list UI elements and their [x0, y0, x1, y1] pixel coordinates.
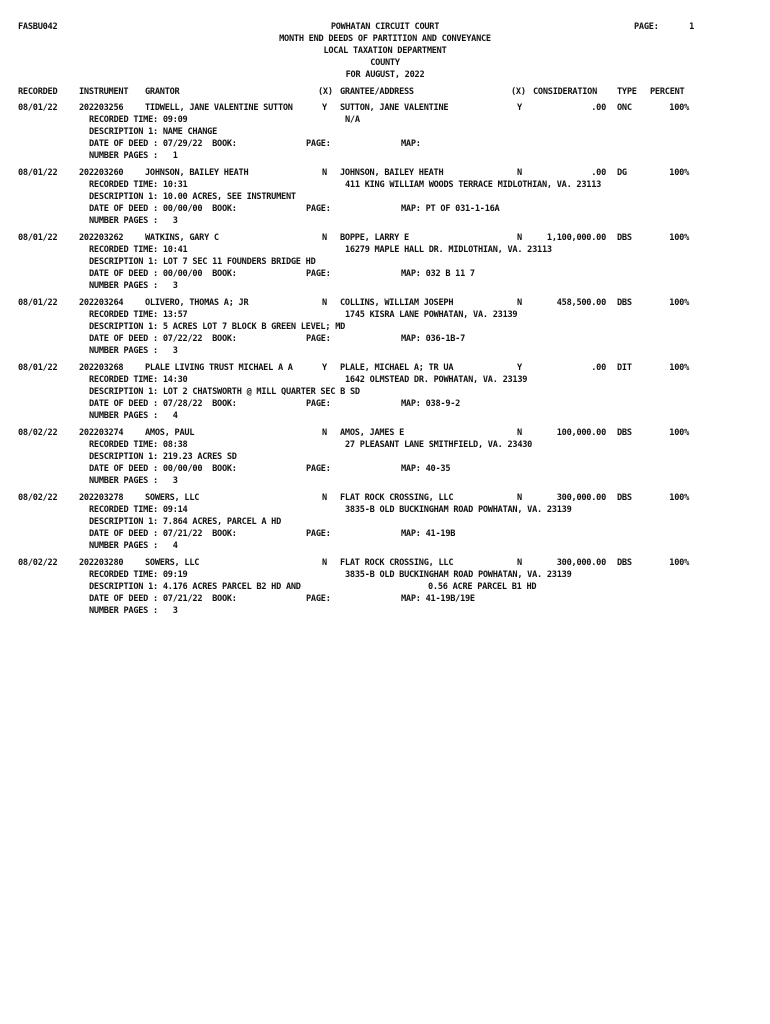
consideration-amount: .00 [591, 168, 606, 178]
recorded-date: 08/02/22 [18, 558, 58, 568]
consideration-amount: 300,000.00 [556, 493, 606, 503]
grantee-address: N/A [345, 115, 360, 125]
description-line: DESCRIPTION 1: 5 ACRES LOT 7 BLOCK B GREEN LEVEL; MD [89, 322, 346, 332]
percent-value: 100% [669, 298, 689, 308]
recorded-time: RECORDED TIME: 13:57 [89, 310, 188, 320]
grantor-name: OLIVERO, THOMAS A; JR [145, 298, 249, 308]
grantor-name: TIDWELL, JANE VALENTINE SUTTON [145, 103, 293, 113]
grantee-address: 27 PLEASANT LANE SMITHFIELD, VA. 23430 [345, 440, 533, 450]
deed-record [0, 103, 770, 163]
recorded-time: RECORDED TIME: 08:38 [89, 440, 188, 450]
map-reference: MAP: 036-1B-7 [401, 334, 466, 344]
deed-record [0, 493, 770, 553]
deed-type: DBS [617, 233, 632, 243]
percent-value: 100% [669, 233, 689, 243]
grantee-name: FLAT ROCK CROSSING, LLC [340, 493, 454, 503]
grantee-name: JOHNSON, BAILEY HEATH [340, 168, 444, 178]
grantee-flag: N [517, 233, 522, 243]
consideration-amount: 300,000.00 [556, 558, 606, 568]
grantor-flag: Y [322, 363, 327, 373]
recorded-time: RECORDED TIME: 09:19 [89, 570, 188, 580]
deed-date-book: DATE OF DEED : 07/21/22 BOOK: [89, 594, 237, 604]
consideration-amount: .00 [591, 103, 606, 113]
instrument-number: 202203256 [79, 103, 124, 113]
map-reference: MAP: 032 B 11 7 [401, 269, 475, 279]
deed-page-label: PAGE: [306, 464, 331, 474]
grantee-flag: Y [517, 103, 522, 113]
deed-type: DBS [617, 428, 632, 438]
grantee-name: AMOS, JAMES E [340, 428, 405, 438]
percent-value: 100% [669, 103, 689, 113]
deed-record [0, 363, 770, 423]
grantee-address: 3835-B OLD BUCKINGHAM ROAD POWHATAN, VA. 23139 [345, 505, 572, 515]
grantee-flag: N [517, 168, 522, 178]
map-reference: MAP: 41-19B/19E [401, 594, 475, 604]
grantee-name: PLALE, MICHAEL A; TR UA [340, 363, 454, 373]
col-grantor: GRANTOR [145, 87, 180, 97]
grantee-name: FLAT ROCK CROSSING, LLC [340, 558, 454, 568]
description-line: DESCRIPTION 1: LOT 7 SEC 11 FOUNDERS BRIDGE HD [89, 257, 316, 267]
percent-value: 100% [669, 493, 689, 503]
consideration-amount: .00 [591, 363, 606, 373]
recorded-date: 08/01/22 [18, 363, 58, 373]
deed-type: DG [617, 168, 627, 178]
deed-record [0, 233, 770, 293]
grantee-name: COLLINS, WILLIAM JOSEPH [340, 298, 454, 308]
grantee-address: 3835-B OLD BUCKINGHAM ROAD POWHATAN, VA. 23139 [345, 570, 572, 580]
description-continuation: 0.56 ACRE PARCEL B1 HD [428, 582, 537, 592]
grantee-name: SUTTON, JANE VALENTINE [340, 103, 449, 113]
grantor-flag: N [322, 298, 327, 308]
county-title: COUNTY [370, 58, 400, 68]
deed-page-label: PAGE: [306, 399, 331, 409]
col-recorded: RECORDED [18, 87, 58, 97]
grantee-flag: N [517, 298, 522, 308]
deed-page-label: PAGE: [306, 204, 331, 214]
deed-record [0, 428, 770, 488]
grantor-flag: N [322, 168, 327, 178]
description-line: DESCRIPTION 1: 4.176 ACRES PARCEL B2 HD AND [89, 582, 301, 592]
consideration-amount: 100,000.00 [556, 428, 606, 438]
recorded-date: 08/01/22 [18, 298, 58, 308]
grantee-flag: Y [517, 363, 522, 373]
description-line: DESCRIPTION 1: NAME CHANGE [89, 127, 218, 137]
grantor-name: PLALE LIVING TRUST MICHAEL A A [145, 363, 293, 373]
deed-type: DBS [617, 558, 632, 568]
recorded-time: RECORDED TIME: 10:31 [89, 180, 188, 190]
grantor-name: SOWERS, LLC [145, 558, 200, 568]
number-pages: NUMBER PAGES : 3 [89, 346, 178, 356]
grantee-flag: N [517, 558, 522, 568]
grantor-name: SOWERS, LLC [145, 493, 200, 503]
deed-type: DIT [617, 363, 632, 373]
col-x2: (X) [511, 87, 526, 97]
deed-date-book: DATE OF DEED : 07/29/22 BOOK: [89, 139, 237, 149]
deed-date-book: DATE OF DEED : 00/00/00 BOOK: [89, 464, 237, 474]
deed-date-book: DATE OF DEED : 00/00/00 BOOK: [89, 204, 237, 214]
map-reference: MAP: 40-35 [401, 464, 451, 474]
period-title: FOR AUGUST, 2022 [345, 70, 425, 80]
report-id: FASBU042 [18, 22, 58, 32]
number-pages: NUMBER PAGES : 3 [89, 606, 178, 616]
department-title: LOCAL TAXATION DEPARTMENT [323, 46, 447, 56]
recorded-time: RECORDED TIME: 14:30 [89, 375, 188, 385]
recorded-time: RECORDED TIME: 10:41 [89, 245, 188, 255]
instrument-number: 202203264 [79, 298, 124, 308]
grantor-flag: N [322, 233, 327, 243]
deed-type: DBS [617, 298, 632, 308]
deed-page-label: PAGE: [306, 269, 331, 279]
deed-type: DBS [617, 493, 632, 503]
deed-page-label: PAGE: [306, 139, 331, 149]
number-pages: NUMBER PAGES : 4 [89, 541, 178, 551]
col-instrument: INSTRUMENT [79, 87, 129, 97]
description-line: DESCRIPTION 1: 7.864 ACRES, PARCEL A HD [89, 517, 282, 527]
deed-date-book: DATE OF DEED : 07/28/22 BOOK: [89, 399, 237, 409]
description-line: DESCRIPTION 1: 219.23 ACRES SD [89, 452, 237, 462]
number-pages: NUMBER PAGES : 3 [89, 281, 178, 291]
instrument-number: 202203278 [79, 493, 124, 503]
grantor-flag: Y [322, 103, 327, 113]
deed-page-label: PAGE: [306, 594, 331, 604]
percent-value: 100% [669, 363, 689, 373]
grantee-flag: N [517, 428, 522, 438]
deed-date-book: DATE OF DEED : 07/22/22 BOOK: [89, 334, 237, 344]
grantee-name: BOPPE, LARRY E [340, 233, 409, 243]
map-reference: MAP: PT OF 031-1-16A [401, 204, 500, 214]
map-reference: MAP: 038-9-2 [401, 399, 461, 409]
recorded-time: RECORDED TIME: 09:14 [89, 505, 188, 515]
deed-page-label: PAGE: [306, 334, 331, 344]
col-x1: (X) [318, 87, 333, 97]
court-title: POWHATAN CIRCUIT COURT [330, 22, 440, 32]
grantee-flag: N [517, 493, 522, 503]
recorded-time: RECORDED TIME: 09:09 [89, 115, 188, 125]
percent-value: 100% [669, 428, 689, 438]
instrument-number: 202203260 [79, 168, 124, 178]
grantee-address: 411 KING WILLIAM WOODS TERRACE MIDLOTHIAN, VA. 23113 [345, 180, 602, 190]
recorded-date: 08/02/22 [18, 493, 58, 503]
grantor-flag: N [322, 493, 327, 503]
consideration-amount: 458,500.00 [556, 298, 606, 308]
instrument-number: 202203274 [79, 428, 124, 438]
col-grantee: GRANTEE/ADDRESS [340, 87, 414, 97]
deed-page-label: PAGE: [306, 529, 331, 539]
grantee-address: 1745 KISRA LANE POWHATAN, VA. 23139 [345, 310, 518, 320]
grantor-flag: N [322, 428, 327, 438]
deed-record [0, 168, 770, 228]
grantor-flag: N [322, 558, 327, 568]
deed-date-book: DATE OF DEED : 07/21/22 BOOK: [89, 529, 237, 539]
description-line: DESCRIPTION 1: 10.00 ACRES, SEE INSTRUMENT [89, 192, 296, 202]
col-type: TYPE [617, 87, 637, 97]
recorded-date: 08/01/22 [18, 168, 58, 178]
instrument-number: 202203262 [79, 233, 124, 243]
number-pages: NUMBER PAGES : 1 [89, 151, 178, 161]
recorded-date: 08/01/22 [18, 103, 58, 113]
percent-value: 100% [669, 168, 689, 178]
col-consideration: CONSIDERATION [533, 87, 598, 97]
grantee-address: 1642 OLMSTEAD DR. POWHATAN, VA. 23139 [345, 375, 528, 385]
deed-record [0, 298, 770, 358]
grantor-name: JOHNSON, BAILEY HEATH [145, 168, 249, 178]
map-reference: MAP: 41-19B [401, 529, 456, 539]
number-pages: NUMBER PAGES : 3 [89, 216, 178, 226]
number-pages: NUMBER PAGES : 4 [89, 411, 178, 421]
recorded-date: 08/02/22 [18, 428, 58, 438]
instrument-number: 202203280 [79, 558, 124, 568]
description-line: DESCRIPTION 1: LOT 2 CHATSWORTH @ MILL QUARTER SEC B SD [89, 387, 360, 397]
recorded-date: 08/01/22 [18, 233, 58, 243]
percent-value: 100% [669, 558, 689, 568]
deed-record [0, 558, 770, 618]
deed-type: ONC [617, 103, 632, 113]
deed-date-book: DATE OF DEED : 00/00/00 BOOK: [89, 269, 237, 279]
grantor-name: WATKINS, GARY C [145, 233, 219, 243]
consideration-amount: 1,100,000.00 [546, 233, 606, 243]
grantor-name: AMOS, PAUL [145, 428, 195, 438]
instrument-number: 202203268 [79, 363, 124, 373]
col-percent: PERCENT [650, 87, 685, 97]
number-pages: NUMBER PAGES : 3 [89, 476, 178, 486]
map-reference: MAP: [401, 139, 421, 149]
page-number: 1 [689, 22, 694, 32]
report-title: MONTH END DEEDS OF PARTITION AND CONVEYANCE [279, 34, 491, 44]
grantee-address: 16279 MAPLE HALL DR. MIDLOTHIAN, VA. 23113 [345, 245, 552, 255]
page-label: PAGE: [634, 22, 659, 32]
